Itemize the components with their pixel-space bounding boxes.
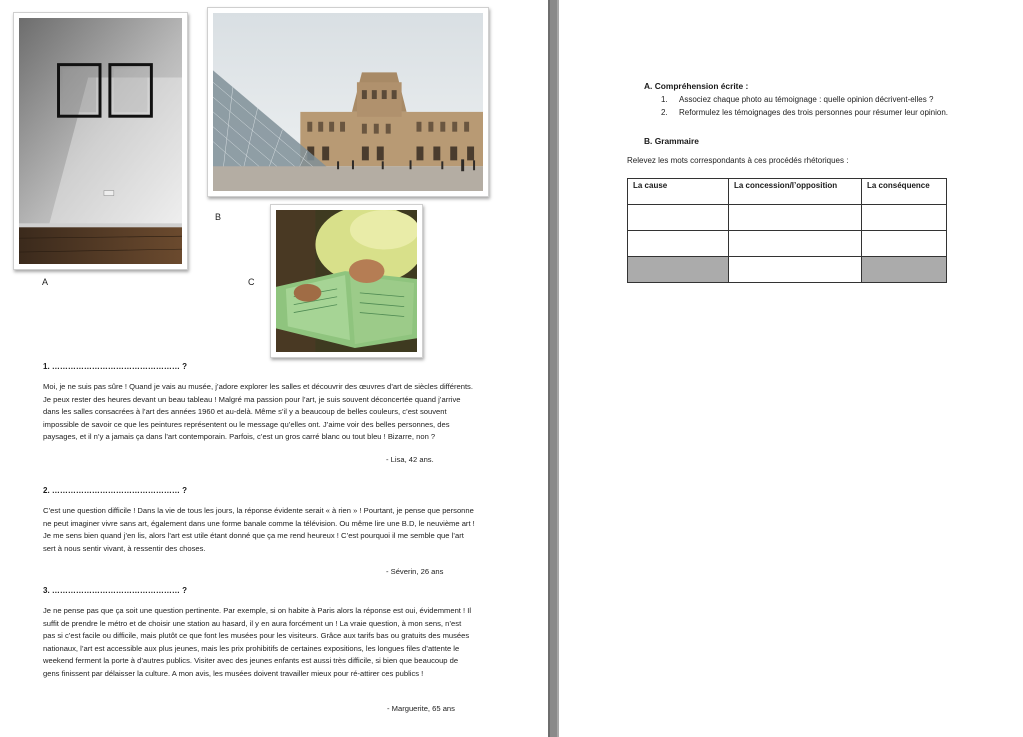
table-cell[interactable] (729, 205, 862, 231)
header-cause: La cause (628, 179, 729, 205)
testimony-3-title: 3. ………………………………………… ? (43, 586, 188, 595)
louvre-image (213, 13, 483, 191)
table-header-row (628, 179, 947, 205)
grammar-table (627, 178, 947, 283)
testimony-1-title: 1. ………………………………………… ? (43, 362, 188, 371)
photo-c-reading (270, 204, 423, 358)
table-cell[interactable] (729, 231, 862, 257)
section-b-instruction: Relevez les mots correspondants à ces procédés rhétoriques : (627, 156, 849, 165)
testimony-3-signature: - Marguerite, 65 ans (387, 704, 455, 713)
reading-image (276, 210, 417, 352)
table-cell[interactable] (628, 231, 729, 257)
shaded-cell (862, 257, 947, 283)
section-a-list (661, 93, 948, 119)
section-a-item (661, 93, 948, 106)
item-number: 1. (661, 95, 668, 104)
section-a-title: A. Compréhension écrite : (644, 81, 749, 91)
table-cell[interactable] (862, 231, 947, 257)
frames-image (19, 18, 182, 264)
table-cell[interactable] (628, 205, 729, 231)
table-row (628, 205, 947, 231)
header-concession: La concession/l’opposition (729, 179, 862, 205)
testimony-2-signature: - Séverin, 26 ans (386, 567, 444, 576)
table-row (628, 257, 947, 283)
page-divider (548, 0, 559, 737)
table-row (628, 231, 947, 257)
photo-b-louvre (207, 7, 489, 197)
table-cell[interactable] (729, 257, 862, 283)
testimony-1-signature: - Lisa, 42 ans. (386, 455, 434, 464)
photo-a-label: A (42, 277, 49, 287)
photo-c-label: C (248, 277, 255, 287)
header-consequence: La conséquence (862, 179, 947, 205)
item-text: Reformulez les témoignages des trois personnes pour résumer leur opinion. (679, 108, 949, 117)
testimony-2-title: 2. ………………………………………… ? (43, 486, 188, 495)
testimony-2-text: C’est une question difficile ! Dans la vie de tous les jours, la réponse évidente serait « à rien » ! Pourtant, je pense que personne ne peut imaginer vivre sans art, également dans une forme banale comme la télévision. Ou même lire une B.D, le neuvième art ! Je me sens bien quand j’en lis, alors l’art est utile étant donné que ça me rend heureux ! C’est pourquoi il me semble que l’art sert à nous sentir vivant, à ressentir des choses. (43, 506, 475, 553)
section-a-item (661, 106, 948, 119)
shaded-cell (628, 257, 729, 283)
table-cell[interactable] (862, 205, 947, 231)
section-b-title: B. Grammaire (644, 136, 699, 146)
item-number: 2. (661, 108, 668, 117)
photo-a-frames (13, 12, 188, 270)
item-text: Associez chaque photo au témoignage : quelle opinion décrivent-elles ? (679, 95, 934, 104)
testimony-1-text: Moi, je ne suis pas sûre ! Quand je vais au musée, j’adore explorer les salles et découvrir des œuvres d’art de siècles différents. Je peux rester des heures devant un beau tableau ! Malgré ma passion pour l’art, je suis souvent déconcertée quand j’arrive dans les salles consacrées à l’art des années 1960 et au-delà. Même s’il y a beaucoup de belles couleurs, c’est souvent impossible de savoir ce que les peintures représentent ou le message qu’elles ont. J’aime voir des belles personnes, des paysages, et il n’y a jamais ça dans l’art contemporain. Parfois, c’est un gros carré blanc ou tout bleu ! Bizarre, non ? (43, 382, 473, 442)
photo-b-label: B (215, 212, 222, 222)
testimony-3-text: Je ne pense pas que ça soit une question pertinente. Par exemple, si on habite à Paris alors la réponse est oui, évidemment ! Il suffit de prendre le métro et de choisir une station au hasard, il y en aura forcément un ! La vraie question, à mon sens, n’est pas si c’est facile ou difficile, mais plutôt ce que font les musées pour les visiteurs. Grâce aux tarifs bas ou gratuits des musées nationaux, l’art est accessible aux plus jeunes, mais les prix prohibitifs de certaines expositions, les longues files d’attente le weekend ferment la porte à d’autres publics. Visiter avec des jeunes enfants est aussi très difficile, si bien que beaucoup de gens finissent par délaisser la culture. A mon avis, les musées doivent travailler mieux pour ré-attirer ces publics ! (43, 606, 472, 678)
